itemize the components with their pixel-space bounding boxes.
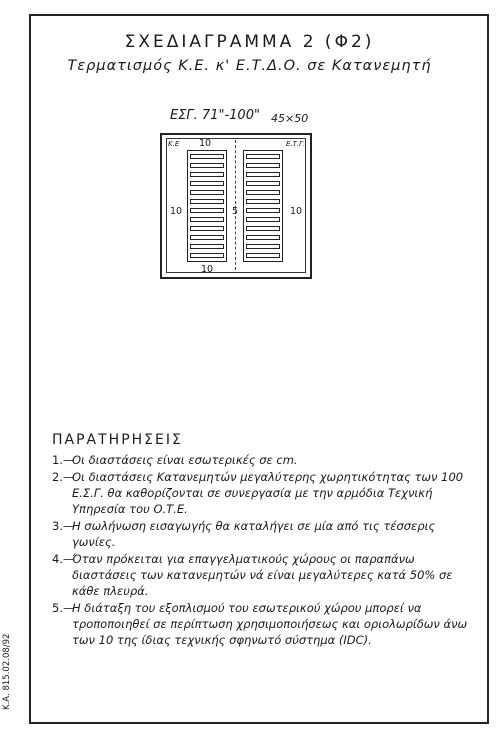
terminal-strip <box>246 208 280 213</box>
note-text: Όταν πρόκειται για επαγγελματικούς χώρους οι παραπάνω διαστάσεις των κατανεμητών νά είναι μεγαλύτερες κατά 50% σε κάθε πλευρά. <box>72 552 453 598</box>
note-item <box>52 518 477 550</box>
page-title: ΣΧΕΔΙΑΓΡΑΜΜΑ 2 (Φ2) <box>124 32 375 52</box>
document-code: Κ.Α. 815.02.08/92 <box>2 633 12 710</box>
note-index: 1.— <box>52 453 75 467</box>
note-index: 5.— <box>52 601 75 615</box>
note-text: Η σωλήνωση εισαγωγής θα καταλήγει σε μία από τις τέσσερις γωνίες. <box>72 519 436 549</box>
page-subtitle: Τερματισμός Κ.Ε. κ' Ε.Τ.Δ.Ο. σε Κατανεμητή <box>67 58 432 74</box>
terminal-strip <box>190 226 224 231</box>
drawing-size: 45×50 <box>271 112 309 125</box>
note-item <box>52 600 477 648</box>
terminal-strip <box>190 154 224 159</box>
terminal-strip <box>190 199 224 204</box>
terminal-strip <box>246 190 280 195</box>
note-text: Η διάταξη του εξοπλισμού του εσωτερικού χώρου μπορεί να τροποποιηθεί σε περίπτωση χρησιμοποιήσεως και οριολωρίδων άνω των 10 της ίδιας τεχνικής σφηνωτό σύστημα (IDC). <box>72 601 468 647</box>
terminal-strip <box>190 235 224 240</box>
terminal-strip <box>190 190 224 195</box>
corner-label-left: Κ.Ε <box>168 140 180 148</box>
note-item <box>52 469 477 517</box>
note-text: Οι διαστάσεις είναι εσωτερικές σε cm. <box>72 453 298 467</box>
terminal-strip <box>246 154 280 159</box>
terminal-strip <box>190 253 224 258</box>
terminal-strip <box>190 208 224 213</box>
terminal-strip <box>246 181 280 186</box>
terminal-strip <box>246 226 280 231</box>
note-text: Οι διαστάσεις Κατανεμητών μεγαλύτερης χωρητικότητας των 100 Ε.Σ.Γ. θα καθορίζονται σε συνεργασία με την αρμόδια Τεχνική Υπηρεσία του Ο.Τ.Ε. <box>72 470 464 516</box>
note-index: 3.— <box>52 519 75 533</box>
terminal-strip <box>190 217 224 222</box>
terminal-strip <box>246 163 280 168</box>
dimension-bottom: 10 <box>201 264 214 275</box>
center-divider <box>235 140 236 270</box>
terminal-strip <box>246 244 280 249</box>
drawing-label: ΕΣΓ. 71"-100" <box>170 108 260 123</box>
terminal-strip <box>190 172 224 177</box>
corner-label-right: Ε.Τ.Γ. <box>286 140 306 148</box>
terminal-strip <box>190 163 224 168</box>
note-item <box>52 452 477 468</box>
note-item <box>52 551 477 599</box>
note-index: 2.— <box>52 470 75 484</box>
notes-title: ΠΑΡΑΤΗΡΗΣΕΙΣ <box>52 432 183 448</box>
terminal-strip <box>190 244 224 249</box>
terminal-strip <box>246 199 280 204</box>
note-index: 4.— <box>52 552 75 566</box>
terminal-strip <box>246 172 280 177</box>
dimension-center: 5 <box>232 206 239 217</box>
notes-list <box>52 452 477 649</box>
terminal-strip <box>246 253 280 258</box>
terminal-strip <box>246 235 280 240</box>
terminal-strip <box>190 181 224 186</box>
dimension-right: 10 <box>290 206 303 217</box>
dimension-top: 10 <box>199 138 212 149</box>
dimension-left: 10 <box>170 206 183 217</box>
terminal-strip <box>246 217 280 222</box>
